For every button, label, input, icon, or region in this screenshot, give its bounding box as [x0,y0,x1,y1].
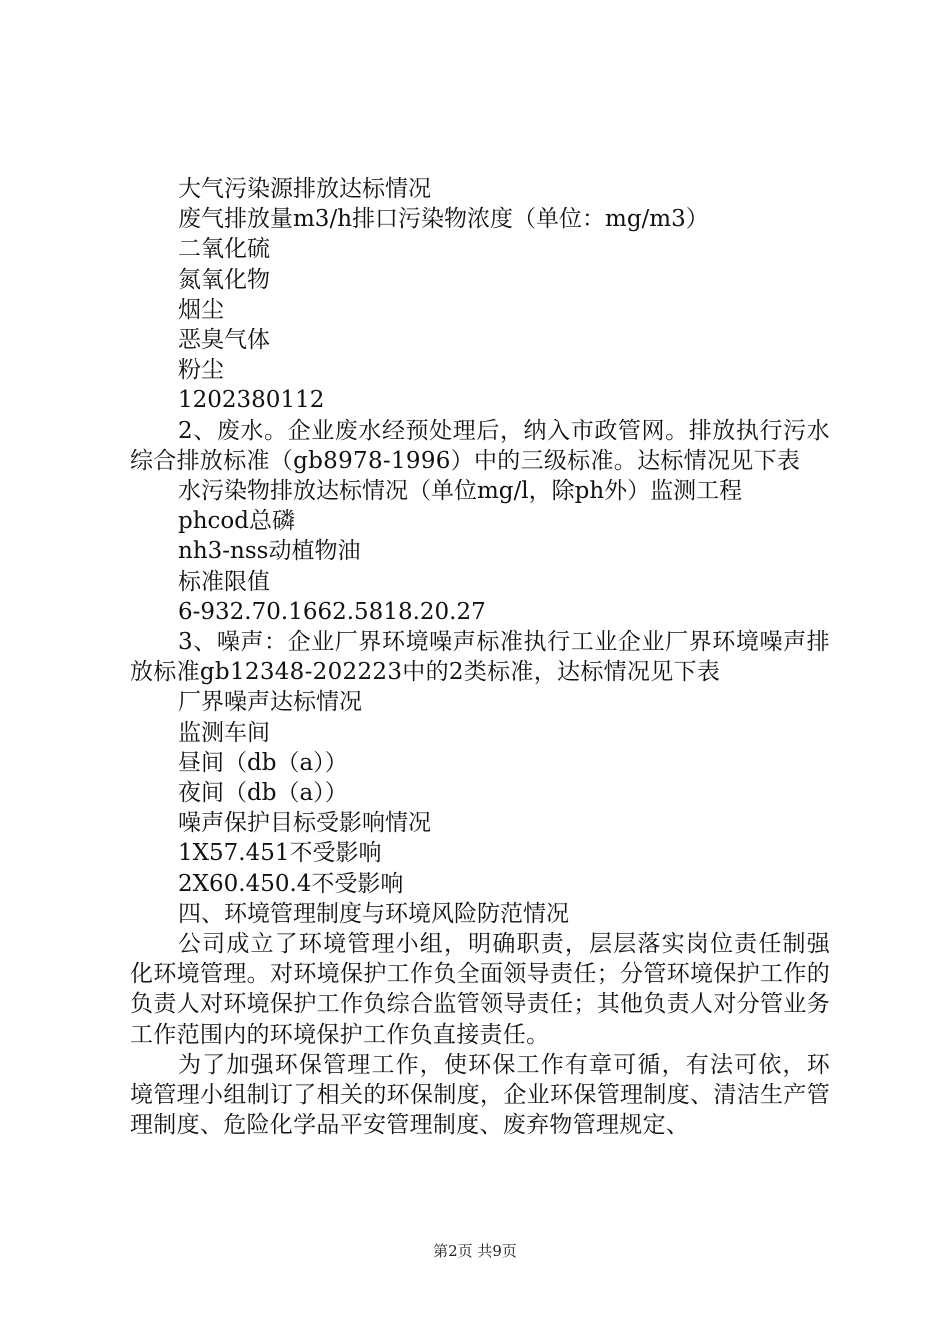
noise-paragraph: 3、噪声：企业厂界环境噪声标准执行工业企业厂界环境噪声排放标准gb12348-202223中的2类标准，达标情况见下表 [130,629,830,686]
text-line: 氮氧化物 [178,266,270,293]
text-line: 厂界噪声达标情况 [178,689,362,716]
text-line: phcod总磷 [178,508,295,535]
text-line: 6-932.70.1662.5818.20.27 [178,598,486,625]
text-line: 恶臭气体 [178,327,270,354]
management-paragraph: 公司成立了环境管理小组，明确职责，层层落实岗位责任制强化环境管理。对环境保护工作负全面领导责任；分管环境保护工作的负责人对环境保护工作负综合监管领导责任；其他负责人对分管业务工作范围内的环境保护工作负直接责任。 [130,931,830,1048]
text-line: 废气排放量m3/h排口污染物浓度（单位：mg/m3） [178,206,709,233]
text-line: 烟尘 [178,296,224,323]
text-line: 水污染物排放达标情况（单位mg/l，除ph外）监测工程 [178,478,743,505]
text-line: 1X57.451不受影响 [178,840,382,867]
text-line: 标准限值 [178,568,270,595]
wastewater-paragraph: 2、废水。企业废水经预处理后，纳入市政管网。排放执行污水综合排放标准（gb8978-1996）中的三级标准。达标情况见下表 [130,417,830,474]
text-line: nh3-nss动植物油 [178,538,361,565]
text-line: 监测车间 [178,719,270,746]
text-line: 1202380112 [178,387,325,414]
text-line: 噪声保护目标受影响情况 [178,810,431,837]
page-footer: 第2页 共9页 [433,1242,517,1260]
text-line: 粉尘 [178,357,224,384]
document-body [130,174,830,1141]
text-line: 二氧化硫 [178,236,270,263]
text-line: 2X60.450.4不受影响 [178,870,404,897]
system-paragraph: 为了加强环保管理工作，使环保工作有章可循，有法可依，环境管理小组制订了相关的环保制度，企业环保管理制度、清洁生产管理制度、危险化学品平安管理制度、废弃物管理规定、 [130,1051,830,1139]
section-heading: 四、环境管理制度与环境风险防范情况 [178,900,569,927]
text-line: 夜间（db（a）） [178,780,348,807]
text-line: 昼间（db（a）） [178,749,348,776]
text-line: 大气污染源排放达标情况 [178,176,431,202]
